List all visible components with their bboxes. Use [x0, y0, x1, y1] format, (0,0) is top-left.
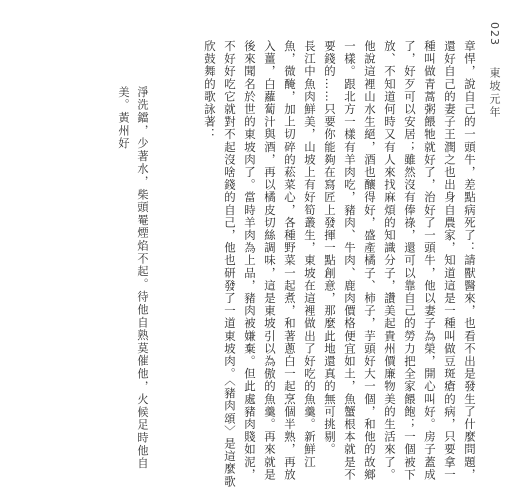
- book-title: 東坡元年: [488, 67, 501, 119]
- poem-text: 淨洗鐺，少著水，柴頭罨煙焰不起。待他自熟莫催他，火候足時他自美。黃州好: [117, 86, 149, 470]
- body-text: [200, 40, 480, 488]
- paragraph-1: 章悍，說自己的一頭牛，差點病死了：請獸醫來，也看不出是發生了什麼問題，還好自己的妻子王潤之也出身自農家，知道這是一種叫做豆斑瘡的病，只要拿一種叫做青蒿粥餵牠就好了，治好了一頭牛，他以妻子為榮，開心叫好。房子蓋成了，好歹可以安居；雖然沒有俸祿，還可以靠自己的勞力把全家餵飽；一個被下放、不知道何時又有人來找麻煩的知識分子，讚美起貴州價廉物美的生活來了。他說這裡山水生絕，酒也釀得好，盛產橘子、柿子，芋頭好大一個，和他的故鄉一樣。跟北方一樣有羊肉吃，豬肉、牛肉、鹿肉價格便宜如土，魚蟹根本就是不要錢的……只要你能夠在寫匠上發揮一點創意，那麼此地還真的無可挑剔。: [323, 40, 477, 481]
- paragraph-2: 長江中魚肉鮮美，山坡上有好筍叢生，東坡在這裡做出了好吃的魚羹。新鮮江魚，微醃，加上切碎的菘菜心，各種野菜一起煮，和著蔥白一起烹個半熟，再放入薑，白蘿蔔汁與酒，再以橘皮切絲調味，這是東坡引以為傲的魚羹。再來就是後來聞名於世的東坡肉了。當時羊肉為上品，豬肉被嫌棄。但此處豬肉賤如泥，不好好吃它就對不起沒啥錢的自己，他也研發了一道東坡肉。〈豬肉頌〉是這麼歌欣鼓舞的歌詠著：: [203, 40, 317, 488]
- page-number: 023: [488, 22, 501, 46]
- running-header: [486, 22, 502, 119]
- quoted-poem: [114, 86, 152, 490]
